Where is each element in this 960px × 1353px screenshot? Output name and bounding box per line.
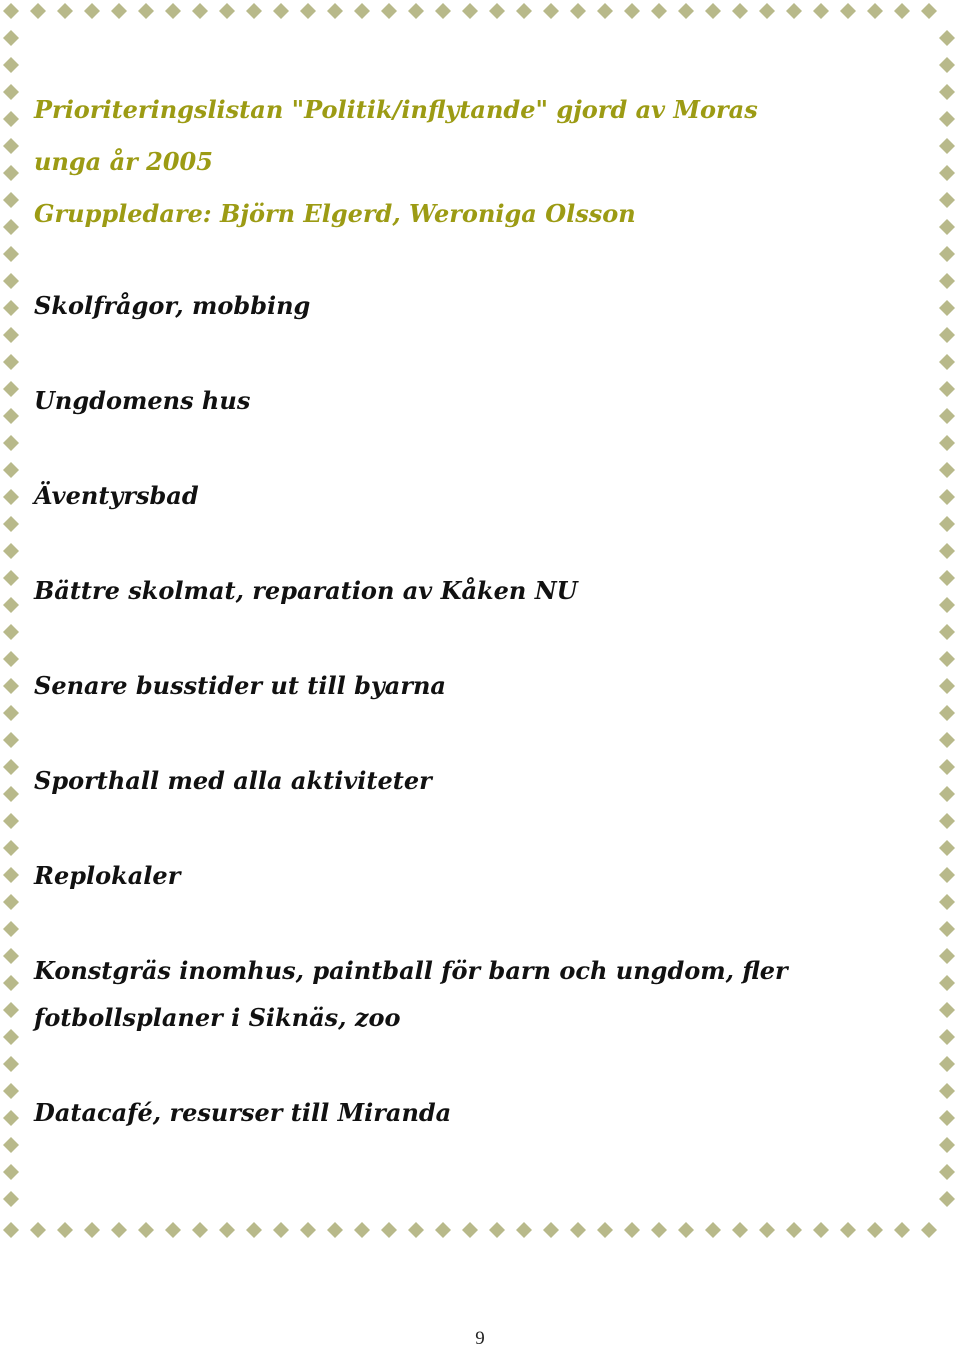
diamond-icon: [3, 354, 19, 370]
diamond-icon: [273, 3, 289, 19]
priority-item: Ungdomens hus: [34, 386, 251, 415]
diamond-icon: [3, 57, 19, 73]
heading-title-line-2: unga år 2005: [34, 147, 213, 176]
diamond-icon: [939, 1056, 955, 1072]
diamond-icon: [3, 165, 19, 181]
diamond-icon: [462, 3, 478, 19]
diamond-icon: [300, 3, 316, 19]
diamond-icon: [3, 381, 19, 397]
diamond-icon: [30, 3, 46, 19]
diamond-icon: [138, 3, 154, 19]
diamond-icon: [3, 1110, 19, 1126]
diamond-icon: [3, 543, 19, 559]
priority-item: Sporthall med alla aktiviteter: [34, 766, 432, 795]
diamond-icon: [597, 1222, 613, 1238]
diamond-icon: [813, 3, 829, 19]
diamond-icon: [30, 1222, 46, 1238]
diamond-icon: [435, 3, 451, 19]
diamond-icon: [939, 732, 955, 748]
diamond-icon: [3, 327, 19, 343]
diamond-icon: [939, 624, 955, 640]
diamond-icon: [543, 3, 559, 19]
diamond-icon: [939, 246, 955, 262]
diamond-icon: [3, 246, 19, 262]
diamond-icon: [111, 3, 127, 19]
diamond-icon: [57, 3, 73, 19]
priority-item: Replokaler: [34, 861, 181, 890]
diamond-icon: [3, 1137, 19, 1153]
diamond-icon: [516, 3, 532, 19]
diamond-icon: [219, 3, 235, 19]
diamond-icon: [759, 1222, 775, 1238]
diamond-icon: [939, 894, 955, 910]
document-body: [34, 84, 914, 1184]
diamond-icon: [939, 840, 955, 856]
diamond-icon: [939, 489, 955, 505]
diamond-icon: [3, 516, 19, 532]
diamond-icon: [921, 1222, 937, 1238]
diamond-icon: [3, 1056, 19, 1072]
diamond-icon: [3, 273, 19, 289]
diamond-icon: [3, 1222, 19, 1238]
diamond-icon: [3, 111, 19, 127]
diamond-icon: [624, 3, 640, 19]
priority-item: Skolfrågor, mobbing: [34, 291, 311, 320]
diamond-icon: [939, 273, 955, 289]
diamond-icon: [408, 1222, 424, 1238]
diamond-icon: [354, 1222, 370, 1238]
diamond-icon: [3, 138, 19, 154]
diamond-icon: [327, 1222, 343, 1238]
diamond-icon: [840, 3, 856, 19]
diamond-icon: [489, 1222, 505, 1238]
diamond-icon: [3, 1191, 19, 1207]
diamond-icon: [3, 1164, 19, 1180]
diamond-icon: [3, 462, 19, 478]
diamond-icon: [867, 1222, 883, 1238]
diamond-icon: [786, 3, 802, 19]
diamond-icon: [732, 1222, 748, 1238]
diamond-icon: [3, 894, 19, 910]
diamond-icon: [894, 3, 910, 19]
diamond-icon: [678, 3, 694, 19]
diamond-icon: [273, 1222, 289, 1238]
priority-item: Senare busstider ut till byarna: [34, 671, 446, 700]
diamond-icon: [939, 651, 955, 667]
diamond-icon: [939, 435, 955, 451]
diamond-icon: [138, 1222, 154, 1238]
diamond-icon: [246, 1222, 262, 1238]
diamond-icon: [3, 786, 19, 802]
diamond-icon: [3, 489, 19, 505]
diamond-icon: [489, 3, 505, 19]
document-heading: [34, 84, 914, 240]
diamond-icon: [3, 1029, 19, 1045]
diamond-icon: [939, 1110, 955, 1126]
diamond-icon: [3, 435, 19, 451]
heading-title-line-1: Prioriteringslistan "Politik/inflytande" gjord av Moras: [34, 95, 758, 124]
diamond-icon: [570, 3, 586, 19]
diamond-icon: [3, 570, 19, 586]
diamond-icon: [939, 543, 955, 559]
diamond-icon: [651, 1222, 667, 1238]
diamond-icon: [651, 3, 667, 19]
diamond-icon: [939, 1002, 955, 1018]
diamond-icon: [939, 1164, 955, 1180]
diamond-icon: [3, 624, 19, 640]
diamond-icon: [939, 84, 955, 100]
diamond-icon: [381, 3, 397, 19]
diamond-icon: [939, 948, 955, 964]
diamond-icon: [543, 1222, 559, 1238]
diamond-icon: [3, 759, 19, 775]
diamond-icon: [939, 786, 955, 802]
diamond-icon: [3, 867, 19, 883]
diamond-icon: [939, 759, 955, 775]
diamond-icon: [678, 1222, 694, 1238]
diamond-icon: [3, 732, 19, 748]
diamond-icon: [165, 1222, 181, 1238]
diamond-icon: [408, 3, 424, 19]
diamond-icon: [939, 111, 955, 127]
diamond-icon: [939, 381, 955, 397]
diamond-icon: [813, 1222, 829, 1238]
diamond-icon: [939, 570, 955, 586]
priority-item: Datacafé, resurser till Miranda: [34, 1098, 452, 1127]
diamond-icon: [840, 1222, 856, 1238]
diamond-icon: [246, 3, 262, 19]
priority-list: [34, 282, 914, 1136]
diamond-icon: [867, 3, 883, 19]
diamond-icon: [435, 1222, 451, 1238]
diamond-icon: [3, 408, 19, 424]
diamond-icon: [327, 3, 343, 19]
diamond-icon: [705, 1222, 721, 1238]
diamond-icon: [939, 1029, 955, 1045]
priority-item: Konstgräs inomhus, paintball för barn och ungdom, fler fotbollsplaner i Siknäs, zoo: [34, 956, 788, 1032]
diamond-icon: [3, 840, 19, 856]
diamond-icon: [939, 975, 955, 991]
diamond-icon: [84, 1222, 100, 1238]
diamond-icon: [381, 1222, 397, 1238]
diamond-icon: [939, 813, 955, 829]
diamond-icon: [570, 1222, 586, 1238]
diamond-icon: [3, 975, 19, 991]
diamond-icon: [939, 1137, 955, 1153]
diamond-icon: [759, 3, 775, 19]
diamond-icon: [921, 3, 937, 19]
diamond-icon: [939, 462, 955, 478]
diamond-icon: [939, 678, 955, 694]
diamond-icon: [939, 597, 955, 613]
diamond-icon: [84, 3, 100, 19]
diamond-icon: [3, 1002, 19, 1018]
diamond-icon: [3, 678, 19, 694]
diamond-icon: [3, 3, 19, 19]
diamond-icon: [939, 300, 955, 316]
priority-item: Äventyrsbad: [34, 481, 199, 510]
diamond-icon: [939, 165, 955, 181]
diamond-icon: [732, 3, 748, 19]
diamond-icon: [939, 57, 955, 73]
diamond-icon: [111, 1222, 127, 1238]
diamond-icon: [57, 1222, 73, 1238]
diamond-icon: [939, 705, 955, 721]
diamond-icon: [3, 948, 19, 964]
diamond-icon: [939, 219, 955, 235]
diamond-icon: [462, 1222, 478, 1238]
diamond-icon: [939, 1083, 955, 1099]
diamond-icon: [597, 3, 613, 19]
diamond-icon: [3, 300, 19, 316]
diamond-icon: [624, 1222, 640, 1238]
diamond-icon: [3, 597, 19, 613]
diamond-icon: [939, 30, 955, 46]
diamond-icon: [300, 1222, 316, 1238]
diamond-icon: [3, 921, 19, 937]
diamond-icon: [939, 408, 955, 424]
diamond-icon: [939, 516, 955, 532]
diamond-icon: [192, 1222, 208, 1238]
diamond-icon: [219, 1222, 235, 1238]
diamond-icon: [939, 138, 955, 154]
diamond-icon: [3, 84, 19, 100]
diamond-icon: [705, 3, 721, 19]
diamond-icon: [3, 1083, 19, 1099]
diamond-icon: [3, 192, 19, 208]
diamond-icon: [894, 1222, 910, 1238]
priority-item: Bättre skolmat, reparation av Kåken NU: [34, 576, 578, 605]
diamond-icon: [939, 867, 955, 883]
diamond-icon: [165, 3, 181, 19]
diamond-icon: [939, 921, 955, 937]
diamond-icon: [939, 354, 955, 370]
diamond-icon: [192, 3, 208, 19]
diamond-icon: [516, 1222, 532, 1238]
diamond-icon: [354, 3, 370, 19]
diamond-icon: [786, 1222, 802, 1238]
diamond-icon: [3, 705, 19, 721]
heading-group-leaders: Gruppledare: Björn Elgerd, Weroniga Olsson: [34, 199, 636, 228]
page-number: 9: [475, 1328, 485, 1349]
diamond-icon: [3, 813, 19, 829]
diamond-icon: [3, 651, 19, 667]
diamond-icon: [939, 327, 955, 343]
diamond-icon: [3, 219, 19, 235]
diamond-icon: [939, 1191, 955, 1207]
diamond-icon: [3, 30, 19, 46]
diamond-icon: [939, 192, 955, 208]
